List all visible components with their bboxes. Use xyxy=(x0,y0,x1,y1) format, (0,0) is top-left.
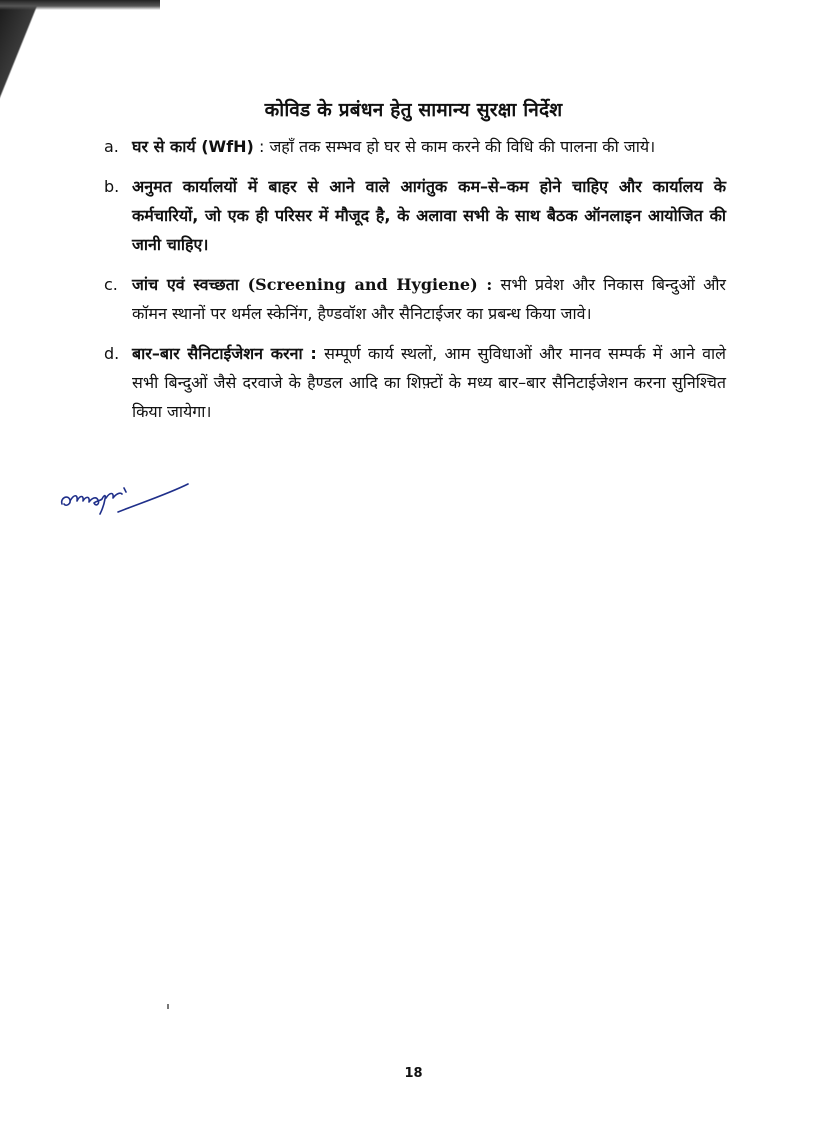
list-item-c xyxy=(104,270,726,328)
handwritten-signature xyxy=(58,474,198,520)
item-c-heading-en: (Screening and Hygiene) : xyxy=(238,275,493,294)
list-marker-b: b. xyxy=(104,177,120,196)
document-title: कोविड के प्रबंधन हेतु सामान्य सुरक्षा निर्देश xyxy=(264,99,563,121)
list-marker-d: d. xyxy=(104,344,120,363)
list-item-a-text xyxy=(132,132,726,161)
item-c-heading: जांच एवं स्वच्छता xyxy=(132,275,239,294)
page-number: 18 xyxy=(404,1066,423,1081)
list-item-b-text: अनुमत कार्यालयों में बाहर से आने वाले आगंतुक कम–से–कम होने चाहिए और कार्यालय के कर्मचारियों, जो एक ही परिसर में मौजूद है, के अलावा सभी के साथ बैठक ऑनलाइन आयोजित की जानी चाहिए। xyxy=(132,177,726,254)
item-a-body: : जहाँ तक सम्भव हो घर से काम करने की विधि की पालना की जाये। xyxy=(253,137,656,156)
list-item-a xyxy=(104,132,726,161)
list-item-d xyxy=(104,339,726,426)
instruction-list xyxy=(104,132,726,437)
item-d-heading: बार–बार सैनिटाईजेशन करना : xyxy=(132,344,317,363)
list-marker-c: c. xyxy=(104,275,118,294)
list-item-d-text xyxy=(132,339,726,426)
item-c-body: सभी प्रवेश और निकास बिन्दुओं और कॉमन स्थानों पर थर्मल स्केनिंग, हैण्डवॉश और सैनिटाईजर का प्रबन्ध किया जावे। xyxy=(132,275,726,323)
scan-speck xyxy=(167,1004,169,1009)
scan-top-edge-shadow xyxy=(0,0,160,10)
item-d-body: सम्पूर्ण कार्य स्थलों, आम सुविधाओं और मानव सम्पर्क में आने वाले सभी बिन्दुओं जैसे दरवाजे के हैण्डल आदि का शिफ़्टों के मध्य बार–बार सैनिटाईजेशन करना सुनिश्चित किया जायेगा। xyxy=(132,344,727,421)
item-a-heading-en: (WfH) xyxy=(195,137,254,156)
list-item-c-text xyxy=(132,270,726,328)
item-a-heading: घर से कार्य xyxy=(132,137,196,156)
list-marker-a: a. xyxy=(104,137,119,156)
list-item-b xyxy=(104,172,726,259)
